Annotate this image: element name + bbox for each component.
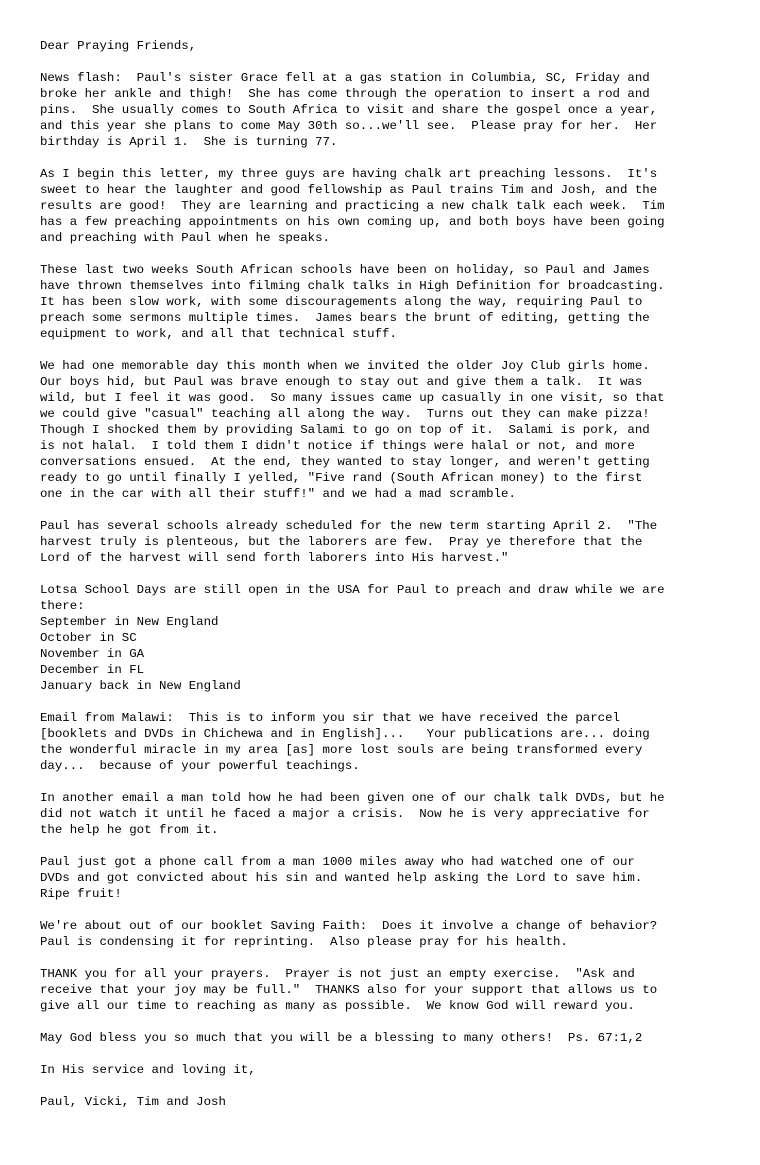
letter-line: September in New England xyxy=(40,615,219,629)
blank-line xyxy=(40,694,740,710)
blank-line xyxy=(40,1078,740,1094)
letter-line: [booklets and DVDs in Chichewa and in English]... Your publications are... doing xyxy=(40,727,650,741)
letter-line: In another email a man told how he had been given one of our chalk talk DVDs, but he xyxy=(40,791,665,805)
letter-line: These last two weeks South African schools have been on holiday, so Paul and James xyxy=(40,263,650,277)
letter-line: As I begin this letter, my three guys are having chalk art preaching lessons. It's xyxy=(40,167,658,181)
letter-line: Ripe fruit! xyxy=(40,887,122,901)
letter-line: DVDs and got convicted about his sin and wanted help asking the Lord to save him. xyxy=(40,871,643,885)
letter-line: Paul just got a phone call from a man 1000 miles away who had watched one of our xyxy=(40,855,635,869)
blank-line xyxy=(40,950,740,966)
letter-line: harvest truly is plenteous, but the laborers are few. Pray ye therefore that the xyxy=(40,535,643,549)
blank-line xyxy=(40,838,740,854)
letter-line: January back in New England xyxy=(40,679,241,693)
letter-line: Paul has several schools already scheduled for the new term starting April 2. "The xyxy=(40,519,658,533)
blank-line xyxy=(40,566,740,582)
letter-line: Dear Praying Friends, xyxy=(40,39,197,53)
blank-line xyxy=(40,902,740,918)
letter-line: we could give "casual" teaching all along the way. Turns out they can make pizza! xyxy=(40,407,650,421)
letter-line: has a few preaching appointments on his own coming up, and both boys have been going xyxy=(40,215,665,229)
letter-line: broke her ankle and thigh! She has come through the operation to insert a rod and xyxy=(40,87,650,101)
letter-line: conversations ensued. At the end, they wanted to stay longer, and weren't getting xyxy=(40,455,650,469)
letter-line: Paul, Vicki, Tim and Josh xyxy=(40,1095,226,1109)
letter-line: We had one memorable day this month when we invited the older Joy Club girls home. xyxy=(40,359,650,373)
letter-line: and preaching with Paul when he speaks. xyxy=(40,231,330,245)
letter-line: Though I shocked them by providing Salami to go on top of it. Salami is pork, and xyxy=(40,423,650,437)
letter-line: the wonderful miracle in my area [as] more lost souls are being transformed every xyxy=(40,743,643,757)
letter-line: is not halal. I told them I didn't notice if things were halal or not, and more xyxy=(40,439,635,453)
letter-line: give all our time to reaching as many as possible. We know God will reward you. xyxy=(40,999,635,1013)
letter-line: ready to go until finally I yelled, "Five rand (South African money) to the first xyxy=(40,471,643,485)
letter-line: Lotsa School Days are still open in the USA for Paul to preach and draw while we are xyxy=(40,583,665,597)
letter-line: wild, but I feel it was good. So many issues came up casually in one visit, so that xyxy=(40,391,665,405)
letter-line: Our boys hid, but Paul was brave enough to stay out and give them a talk. It was xyxy=(40,375,643,389)
letter-line: have thrown themselves into filming chalk talks in High Definition for broadcasting. xyxy=(40,279,665,293)
letter-line: News flash: Paul's sister Grace fell at a gas station in Columbia, SC, Friday and xyxy=(40,71,650,85)
letter-line: Lord of the harvest will send forth laborers into His harvest." xyxy=(40,551,509,565)
letter-line: day... because of your powerful teachings. xyxy=(40,759,360,773)
letter-line: Email from Malawi: This is to inform you sir that we have received the parcel xyxy=(40,711,620,725)
blank-line xyxy=(40,774,740,790)
letter-line: THANK you for all your prayers. Prayer is not just an empty exercise. "Ask and xyxy=(40,967,635,981)
letter-line: October in SC xyxy=(40,631,137,645)
blank-line xyxy=(40,1046,740,1062)
letter-line: December in FL xyxy=(40,663,145,677)
blank-line xyxy=(40,342,740,358)
letter-line: birthday is April 1. She is turning 77. xyxy=(40,135,338,149)
blank-line xyxy=(40,246,740,262)
blank-line xyxy=(40,54,740,70)
letter-line: sweet to hear the laughter and good fellowship as Paul trains Tim and Josh, and the xyxy=(40,183,658,197)
letter-line: It has been slow work, with some discouragements along the way, requiring Paul to xyxy=(40,295,643,309)
letter-line: November in GA xyxy=(40,647,145,661)
letter-line: May God bless you so much that you will be a blessing to many others! Ps. 67:1,2 xyxy=(40,1031,643,1045)
letter-line: We're about out of our booklet Saving Faith: Does it involve a change of behavior? xyxy=(40,919,658,933)
letter-line: preach some sermons multiple times. James bears the brunt of editing, getting the xyxy=(40,311,650,325)
letter-line: did not watch it until he faced a major a crisis. Now he is very appreciative for xyxy=(40,807,650,821)
letter-line: pins. She usually comes to South Africa to visit and share the gospel once a year, xyxy=(40,103,658,117)
letter-body xyxy=(40,38,740,1110)
letter-line: one in the car with all their stuff!" and we had a mad scramble. xyxy=(40,487,516,501)
letter-line: receive that your joy may be full." THANKS also for your support that allows us to xyxy=(40,983,658,997)
letter-line: and this year she plans to come May 30th so...we'll see. Please pray for her. Her xyxy=(40,119,658,133)
letter-line: In His service and loving it, xyxy=(40,1063,256,1077)
letter-line: equipment to work, and all that technical stuff. xyxy=(40,327,397,341)
blank-line xyxy=(40,1014,740,1030)
letter-line: Paul is condensing it for reprinting. Also please pray for his health. xyxy=(40,935,568,949)
blank-line xyxy=(40,150,740,166)
letter-line: results are good! They are learning and practicing a new chalk talk each week. Tim xyxy=(40,199,665,213)
letter-line: the help he got from it. xyxy=(40,823,219,837)
blank-line xyxy=(40,502,740,518)
letter-line: there: xyxy=(40,599,85,613)
